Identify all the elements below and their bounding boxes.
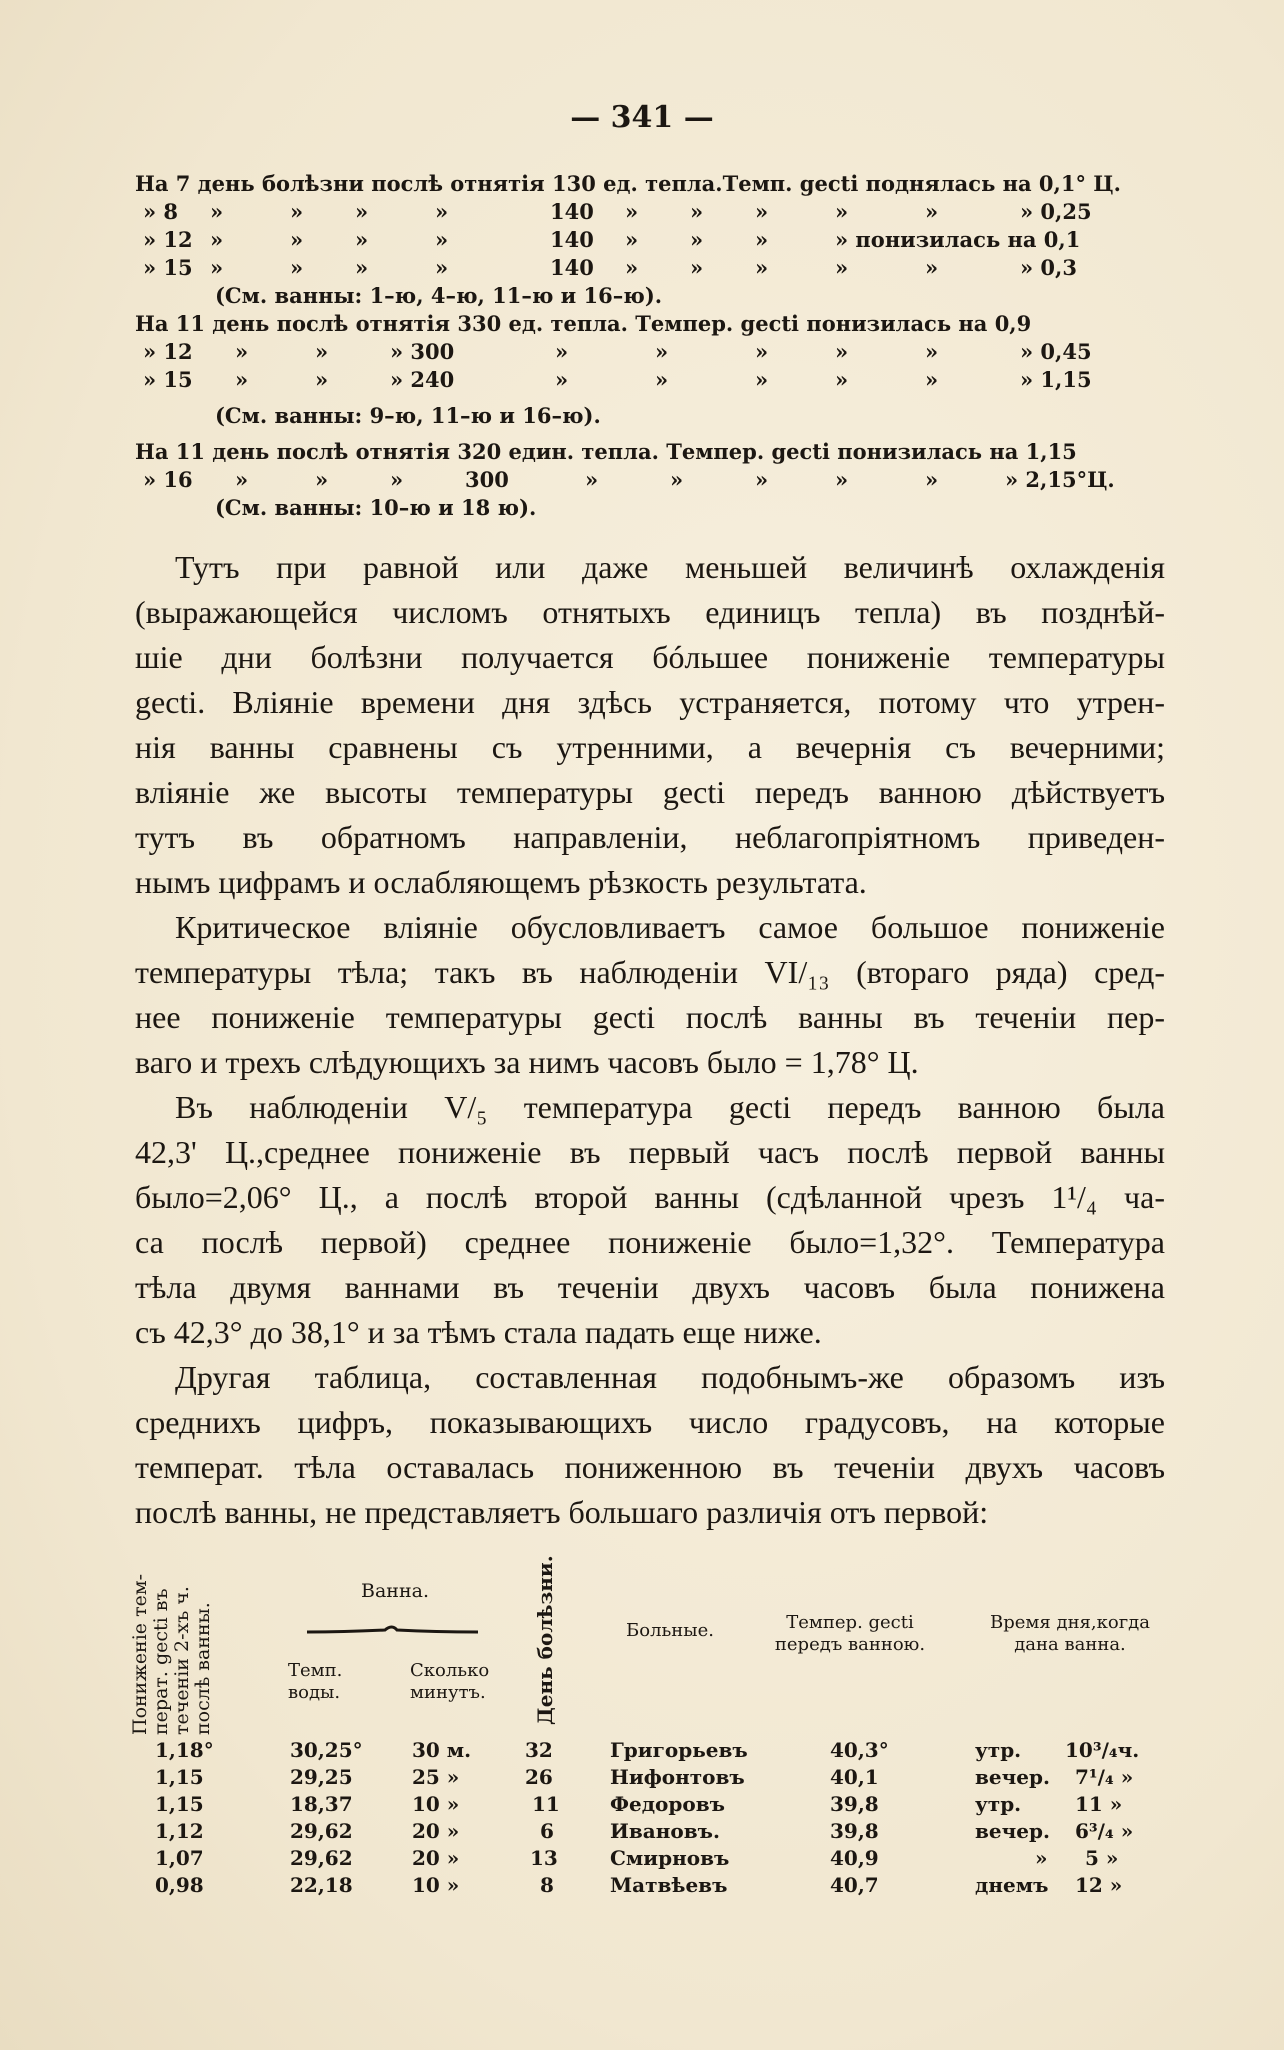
header-line: Время дня,когда: [990, 1612, 1150, 1633]
small-cell: »: [435, 227, 449, 252]
header-line: передъ ванною.: [774, 1634, 926, 1655]
header-temp-before: [770, 1612, 930, 1656]
text-line: нымъ цифрамъ и ослабляющемъ рѣзкость результата.: [135, 864, 867, 900]
small-cell: 300: [465, 467, 509, 492]
small-cell: » 15: [143, 367, 193, 392]
cell-daypart: утр.: [975, 1738, 1022, 1762]
small-cell: »: [755, 227, 769, 252]
cell-lowering: 1,15: [155, 1792, 204, 1816]
small-cell: »: [625, 199, 639, 224]
text-line: са послѣ первой) среднее пониженіе было=1,32°. Температура: [135, 1224, 1165, 1260]
small-cell: 140: [550, 199, 594, 224]
small-cell: » 2,15°Ц.: [1005, 467, 1115, 492]
header-line: Темпер. gecti: [786, 1612, 914, 1633]
text-line: шіе дни болѣзни получается бóльшее пониженіе температуры: [135, 639, 1165, 675]
small-cell: »: [925, 255, 939, 280]
small-row: [135, 438, 1165, 466]
cell-water: 18,37: [290, 1792, 353, 1816]
small-cell: »: [755, 199, 769, 224]
header-line: воды.: [288, 1682, 341, 1703]
cell-day: 11: [532, 1792, 560, 1816]
small-row: [135, 170, 1165, 198]
cell-temp: 39,8: [830, 1819, 879, 1843]
text-line: съ 42,3° до 38,1° и за тѣмъ стала падать еще ниже.: [135, 1314, 822, 1350]
small-cell: »: [355, 199, 369, 224]
small-cell: »: [835, 255, 849, 280]
cell-water: 29,62: [290, 1846, 353, 1870]
cell-patient: Матвѣевъ: [610, 1873, 728, 1897]
header-line: послѣ ванны.: [192, 1602, 214, 1735]
small-cell: »: [690, 227, 704, 252]
cell-daypart: вечер.: [975, 1819, 1050, 1843]
brace-icon: [305, 1622, 480, 1638]
small-cell: »: [235, 339, 249, 364]
small-cell: »: [210, 227, 224, 252]
small-cell: »: [210, 255, 224, 280]
small-cell: » 0,3: [1020, 255, 1077, 280]
small-cell: »: [315, 339, 329, 364]
small-cell: »: [290, 199, 304, 224]
cell-day: 26: [525, 1765, 553, 1789]
small-cell: » понизилась на 0,1: [835, 227, 1081, 252]
small-cell: 140: [550, 255, 594, 280]
cell-lowering: 1,07: [155, 1846, 204, 1870]
text-line: Въ наблюденіи V/₅ температура gecti передъ ванною была: [175, 1089, 1165, 1125]
text-line: тутъ въ обратномъ направленіи, неблагопріятномъ приведен-: [135, 819, 1165, 855]
cell-hour: 11 »: [1075, 1792, 1123, 1816]
cell-temp: 40,9: [830, 1846, 879, 1870]
cell-water: 22,18: [290, 1873, 353, 1897]
cell-patient: Ивановъ.: [610, 1819, 720, 1843]
header-line: Темп.: [288, 1660, 343, 1681]
small-cell: 140: [550, 227, 594, 252]
cell-patient: Нифонтовъ: [610, 1765, 745, 1789]
paragraph: [135, 545, 1165, 905]
small-row: [135, 402, 1165, 430]
paragraph: [135, 1085, 1165, 1355]
small-cell: »: [625, 255, 639, 280]
table-row: [130, 1819, 1170, 1846]
small-row: [135, 494, 1165, 522]
text-line: Критическое вліяніе обусловливаетъ самое большое пониженіе: [175, 909, 1165, 945]
cell-daypart: утр.: [975, 1792, 1022, 1816]
table-row: [130, 1846, 1170, 1873]
header-patients: Больные.: [626, 1620, 714, 1641]
small-cell: »: [690, 255, 704, 280]
cell-minutes: 20 »: [412, 1846, 460, 1870]
small-cell: »: [435, 199, 449, 224]
cell-day: 6: [540, 1819, 554, 1843]
text-line: (выражающейся числомъ отнятыхъ единицъ тепла) въ позднѣй-: [135, 594, 1165, 630]
cell-minutes: 10 »: [412, 1792, 460, 1816]
small-cell: »: [690, 199, 704, 224]
small-cell: »: [235, 367, 249, 392]
small-cell: »: [655, 367, 669, 392]
text-line: было=2,06° Ц., а послѣ второй ванны (сдѣланной чрезъ 1¹/₄ ча-: [135, 1179, 1165, 1215]
small-row: [135, 254, 1165, 282]
small-cell: »: [390, 467, 404, 492]
small-row-text: На 11 день послѣ отнятія 320 един. тепла. Темпер. gecti понизилась на 1,15: [135, 439, 1077, 464]
header-line: теченіи 2-хъ ч.: [171, 1586, 193, 1735]
small-row-text: На 7 день болѣзни послѣ отнятія 130 ед. тепла.Темп. gecti поднялась на 0,1° Ц.: [135, 171, 1121, 196]
data-table: [129, 1555, 1170, 1920]
small-cell: » 15: [143, 255, 193, 280]
header-day: День болѣзни.: [533, 1555, 557, 1725]
header-water: [288, 1660, 378, 1704]
small-cell: » 300: [390, 339, 455, 364]
text-line: тѣла двумя ваннами въ теченіи двухъ часовъ была понижена: [135, 1269, 1165, 1305]
header-line: дана ванна.: [1014, 1634, 1126, 1655]
cell-temp: 40,7: [830, 1873, 879, 1897]
small-cell: »: [925, 199, 939, 224]
small-row: [135, 338, 1165, 366]
small-cell: » 0,45: [1020, 339, 1092, 364]
small-cell: »: [835, 339, 849, 364]
cell-water: 29,62: [290, 1819, 353, 1843]
text-line: Тутъ при равной или даже меньшей величинѣ охлажденія: [175, 549, 1165, 585]
text-line: нія ванны сравнены съ утренними, а вечернія съ вечерними;: [135, 729, 1165, 765]
text-line: ваго и трехъ слѣдующихъ за нимъ часовъ было = 1,78° Ц.: [135, 1044, 919, 1080]
small-row: [135, 466, 1165, 494]
cell-daypart: днемъ: [975, 1873, 1049, 1897]
small-row: [135, 198, 1165, 226]
ref-note: (См. ванны: 1–ю, 4–ю, 11–ю и 16–ю).: [215, 283, 663, 308]
header-bath: Ванна.: [361, 1580, 429, 1602]
cell-patient: Федоровъ: [610, 1792, 725, 1816]
cell-day: 13: [530, 1846, 558, 1870]
small-cell: »: [670, 467, 684, 492]
small-row: [135, 226, 1165, 254]
cell-temp: 39,8: [830, 1792, 879, 1816]
cell-temp: 40,3°: [830, 1738, 889, 1762]
cell-patient: Григорьевъ: [610, 1738, 748, 1762]
table-row: [130, 1792, 1170, 1819]
small-cell: »: [555, 339, 569, 364]
text-line: Другая таблица, составленная подобнымъ-же образомъ изъ: [175, 1359, 1165, 1395]
cell-temp: 40,1: [830, 1765, 879, 1789]
header-line: минутъ.: [410, 1682, 486, 1703]
header-lowering: [130, 1570, 214, 1735]
small-cell: »: [925, 467, 939, 492]
cell-patient: Смирновъ: [610, 1846, 730, 1870]
cell-day: 8: [540, 1873, 554, 1897]
small-cell: »: [755, 467, 769, 492]
small-cell: »: [210, 199, 224, 224]
small-row: [135, 310, 1165, 338]
small-cell: »: [435, 255, 449, 280]
small-cell: »: [355, 227, 369, 252]
ref-note: (См. ванны: 9–ю, 11–ю и 16–ю).: [215, 403, 601, 428]
small-cell: »: [835, 367, 849, 392]
small-cell: » 8: [143, 199, 179, 224]
small-cell: »: [755, 367, 769, 392]
text-line: вліяніе же высоты температуры gecti передъ ванною дѣйствуетъ: [135, 774, 1165, 810]
header-minutes: [410, 1660, 520, 1704]
small-cell: »: [235, 467, 249, 492]
text-line: 42,3' Ц.,среднее пониженіе въ первый часъ послѣ первой ванны: [135, 1134, 1165, 1170]
small-cell: »: [835, 199, 849, 224]
cell-hour: 10³/₄ч.: [1065, 1738, 1140, 1762]
page-number: — 341 —: [570, 100, 714, 135]
small-cell: »: [315, 367, 329, 392]
small-cell: »: [835, 467, 849, 492]
cell-minutes: 30 м.: [412, 1738, 472, 1762]
small-data-block: [135, 170, 1165, 522]
body-text: [135, 545, 1165, 1535]
cell-hour: 7¹/₄ »: [1075, 1765, 1134, 1789]
header-line: Сколько: [410, 1660, 490, 1681]
cell-water: 29,25: [290, 1765, 353, 1789]
cell-hour: 6³/₄ »: [1075, 1819, 1134, 1843]
small-cell: »: [655, 339, 669, 364]
header-line: перат. gecti въ: [150, 1588, 172, 1735]
text-line: температ. тѣла оставалась пониженною въ теченіи двухъ часовъ: [135, 1449, 1165, 1485]
ref-note: (См. ванны: 10–ю и 18 ю).: [215, 495, 537, 520]
text-line: gecti. Вліяніе времени дня здѣсь устраняется, потому что утрен-: [135, 684, 1165, 720]
small-cell: » 12: [143, 339, 193, 364]
text-line: послѣ ванны, не представляетъ большаго различія отъ первой:: [135, 1494, 989, 1530]
small-cell: » 0,25: [1020, 199, 1092, 224]
cell-lowering: 0,98: [155, 1873, 204, 1897]
small-cell: »: [555, 367, 569, 392]
cell-hour: 5 »: [1085, 1846, 1119, 1870]
small-cell: »: [625, 227, 639, 252]
small-cell: » 1,15: [1020, 367, 1092, 392]
small-row: [135, 366, 1165, 394]
table-row: [130, 1765, 1170, 1792]
table-row: [130, 1873, 1170, 1900]
small-cell: »: [755, 339, 769, 364]
small-cell: » 240: [390, 367, 455, 392]
small-row: [135, 282, 1165, 310]
small-cell: »: [925, 339, 939, 364]
small-cell: »: [585, 467, 599, 492]
small-cell: »: [290, 227, 304, 252]
cell-water: 30,25°: [290, 1738, 363, 1762]
header-line: Пониженіе тем-: [129, 1573, 151, 1735]
paragraph: [135, 905, 1165, 1085]
cell-hour: 12 »: [1075, 1873, 1123, 1897]
cell-lowering: 1,15: [155, 1765, 204, 1789]
small-cell: »: [355, 255, 369, 280]
small-cell: » 16: [143, 467, 193, 492]
text-line: нее пониженіе температуры gecti послѣ ванны въ теченіи пер-: [135, 999, 1165, 1035]
cell-minutes: 20 »: [412, 1819, 460, 1843]
cell-minutes: 25 »: [412, 1765, 460, 1789]
cell-minutes: 10 »: [412, 1873, 460, 1897]
text-line: среднихъ цифръ, показывающихъ число градусовъ, на которые: [135, 1404, 1165, 1440]
text-line: температуры тѣла; такъ въ наблюденіи VI/₁₃ (втораго ряда) сред-: [135, 954, 1165, 990]
paragraph: [135, 1355, 1165, 1535]
small-cell: »: [755, 255, 769, 280]
cell-day: 32: [525, 1738, 553, 1762]
header-time: [975, 1612, 1165, 1656]
cell-daypart: »: [1035, 1846, 1048, 1870]
cell-lowering: 1,18°: [155, 1738, 214, 1762]
small-row-text: На 11 день послѣ отнятія 330 ед. тепла. Темпер. gecti понизилась на 0,9: [135, 311, 1032, 336]
cell-daypart: вечер.: [975, 1765, 1050, 1789]
small-cell: »: [925, 367, 939, 392]
small-cell: » 12: [143, 227, 193, 252]
table-row: [130, 1738, 1170, 1765]
cell-lowering: 1,12: [155, 1819, 204, 1843]
small-cell: »: [315, 467, 329, 492]
small-cell: »: [290, 255, 304, 280]
